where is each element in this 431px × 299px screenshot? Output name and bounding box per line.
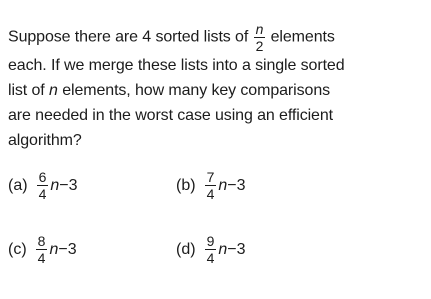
option-c[interactable]: [8, 234, 77, 265]
question-line-1-prefix: Suppose there are 4 sorted lists of: [8, 28, 249, 46]
question-line-3: [8, 81, 330, 101]
option-c-expression: [35, 234, 77, 265]
question-line-5: algorithm?: [8, 132, 82, 149]
question-line-1: [8, 22, 335, 53]
question-line-3-suffix: elements, how many key comparisons: [62, 82, 331, 99]
question-line-4: are needed in the worst case using an efficient: [8, 107, 333, 124]
option-b[interactable]: [176, 170, 246, 201]
option-b-constant: −3: [227, 176, 246, 194]
option-a-constant: −3: [59, 176, 78, 194]
option-b-variable: n: [218, 176, 228, 194]
option-d-letter: (d): [176, 240, 196, 258]
option-d-denominator: 4: [206, 250, 215, 266]
option-b-letter: (b): [176, 176, 196, 194]
option-c-letter: (c): [8, 240, 27, 258]
option-c-numerator: 8: [37, 233, 46, 249]
question-line-3-prefix: list of: [8, 82, 45, 99]
option-a-numerator: 6: [38, 169, 47, 185]
question-line-2: each. If we merge these lists into a single sorted: [8, 57, 345, 74]
option-d-constant: −3: [227, 240, 246, 258]
option-a-expression: [36, 170, 78, 201]
option-b-expression: [204, 170, 246, 201]
option-a-letter: (a): [8, 176, 28, 194]
option-c-variable: n: [49, 240, 59, 258]
question-line-1-suffix: elements: [270, 28, 335, 46]
option-a[interactable]: [8, 170, 78, 201]
option-a-denominator: 4: [38, 186, 47, 202]
option-a-fraction: [37, 170, 49, 201]
option-a-variable: n: [50, 176, 60, 194]
option-c-constant: −3: [58, 240, 77, 258]
option-b-numerator: 7: [206, 169, 215, 185]
option-d-variable: n: [218, 240, 228, 258]
option-d-expression: [204, 234, 246, 265]
option-c-fraction: [36, 234, 48, 265]
option-d[interactable]: [176, 234, 246, 265]
inline-fraction-numerator: n: [255, 21, 264, 37]
inline-fraction: [254, 22, 266, 53]
inline-fraction-denominator: 2: [255, 38, 264, 54]
option-c-denominator: 4: [37, 250, 46, 266]
option-d-numerator: 9: [206, 233, 215, 249]
option-b-fraction: [205, 170, 217, 201]
question-line-3-variable: n: [49, 82, 58, 99]
option-b-denominator: 4: [206, 186, 215, 202]
option-d-fraction: [205, 234, 217, 265]
